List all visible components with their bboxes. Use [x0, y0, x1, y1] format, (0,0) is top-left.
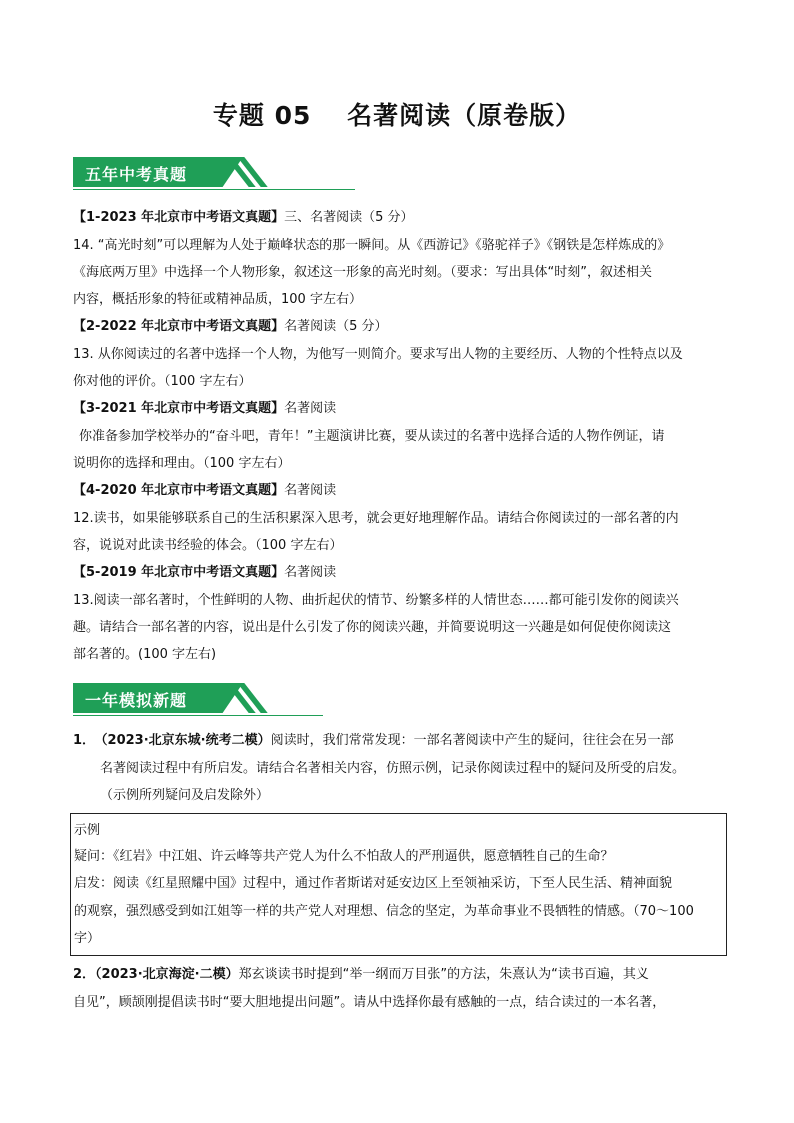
question-heading: 【2-2022 年北京市中考语文真题】名著阅读（5 分）: [73, 319, 388, 334]
example-question: 疑问：《红岩》中江姐、许云峰等共产党人为什么不怕敌人的严刑逼供，愿意牺牲自己的生命？: [74, 849, 614, 864]
example-answer: 启发：阅读《红星照耀中国》过程中，通过作者斯诺对延安边区上至领袖采访，下至人民生活、精神面貌: [74, 876, 673, 891]
question-text: 13. 从你阅读过的名著中选择一个人物，为他写一则简介。要求写出人物的主要经历、人物的个性特点以及: [73, 347, 683, 362]
question-text: 内容，概括形象的特征或精神品质，100 字左右）: [73, 292, 362, 307]
question-heading: 2．（2023·北京海淀·二模）郑玄谈读书时提到“举一纲而万目张”的方法，朱熹认为“读书百遍，其义: [73, 967, 649, 982]
question-text: 自见”，顾颉刚提倡读书时“要大胆地提出问题”。请从中选择你最有感触的一点，结合读过的一本名著，: [73, 995, 666, 1010]
example-answer: 字）: [74, 931, 101, 946]
section-title: 一年模拟新题: [85, 691, 188, 710]
question-heading: 【1-2023 年北京市中考语文真题】三、名著阅读（5 分）: [73, 210, 414, 225]
section-rule: [73, 715, 323, 716]
question-heading: 【5-2019 年北京市中考语文真题】名著阅读: [73, 565, 337, 580]
section-banner-five-year: [73, 155, 358, 191]
section-rule: [73, 189, 355, 190]
section-banner-one-year: [73, 681, 358, 717]
question-text: 容，说说对此读书经验的体会。（100 字左右）: [73, 538, 343, 553]
question-text: 你对他的评价。（100 字左右）: [73, 374, 252, 389]
question-text: 部名著的。(100 字左右): [73, 647, 217, 662]
page-title: 专题 05 名著阅读（原卷版）: [212, 101, 582, 130]
question-heading: 1． （2023·北京东城·统考二模）阅读时，我们常常发现：一部名著阅读中产生的疑问，往往会在另一部: [73, 733, 674, 748]
example-answer: 的观察，强烈感受到如江姐等一样的共产党人对理想、信念的坚定，为革命事业不畏牺牲的情感。（70～100: [74, 904, 694, 919]
question-text: （示例所列疑问及启发除外）: [100, 788, 270, 803]
question-text: 12.读书，如果能够联系自己的生活积累深入思考，就会更好地理解作品。请结合你阅读过的一部名著的内: [73, 511, 679, 526]
question-heading: 【3-2021 年北京市中考语文真题】名著阅读: [73, 401, 337, 416]
section-title: 五年中考真题: [85, 165, 188, 184]
question-text: 说明你的选择和理由。（100 字左右）: [73, 456, 291, 471]
example-heading: 示例: [74, 823, 101, 838]
question-text: 《海底两万里》中选择一个人物形象，叙述这一形象的高光时刻。（要求：写出具体“时刻”，叙述相关: [73, 265, 652, 280]
question-text: 趣。请结合一部名著的内容，说出是什么引发了你的阅读兴趣，并简要说明这一兴趣是如何促使你阅读这: [73, 620, 672, 635]
question-heading: 【4-2020 年北京市中考语文真题】名著阅读: [73, 483, 337, 498]
question-text: 13.阅读一部名著时，个性鲜明的人物、曲折起伏的情节、纷繁多样的人情世态……都可能引发你的阅读兴: [73, 593, 679, 608]
question-text: 14. “高光时刻”可以理解为人处于巅峰状态的那一瞬间。从《西游记》《骆驼祥子》《钢铁是怎样炼成的》: [73, 238, 671, 253]
question-text: 名著阅读过程中有所启发。请结合名著相关内容，仿照示例，记录你阅读过程中的疑问及所受的启发。: [100, 761, 686, 776]
question-text: 你准备参加学校举办的“奋斗吧，青年！”主题演讲比赛，要从读过的名著中选择合适的人物作例证，请: [79, 429, 665, 444]
